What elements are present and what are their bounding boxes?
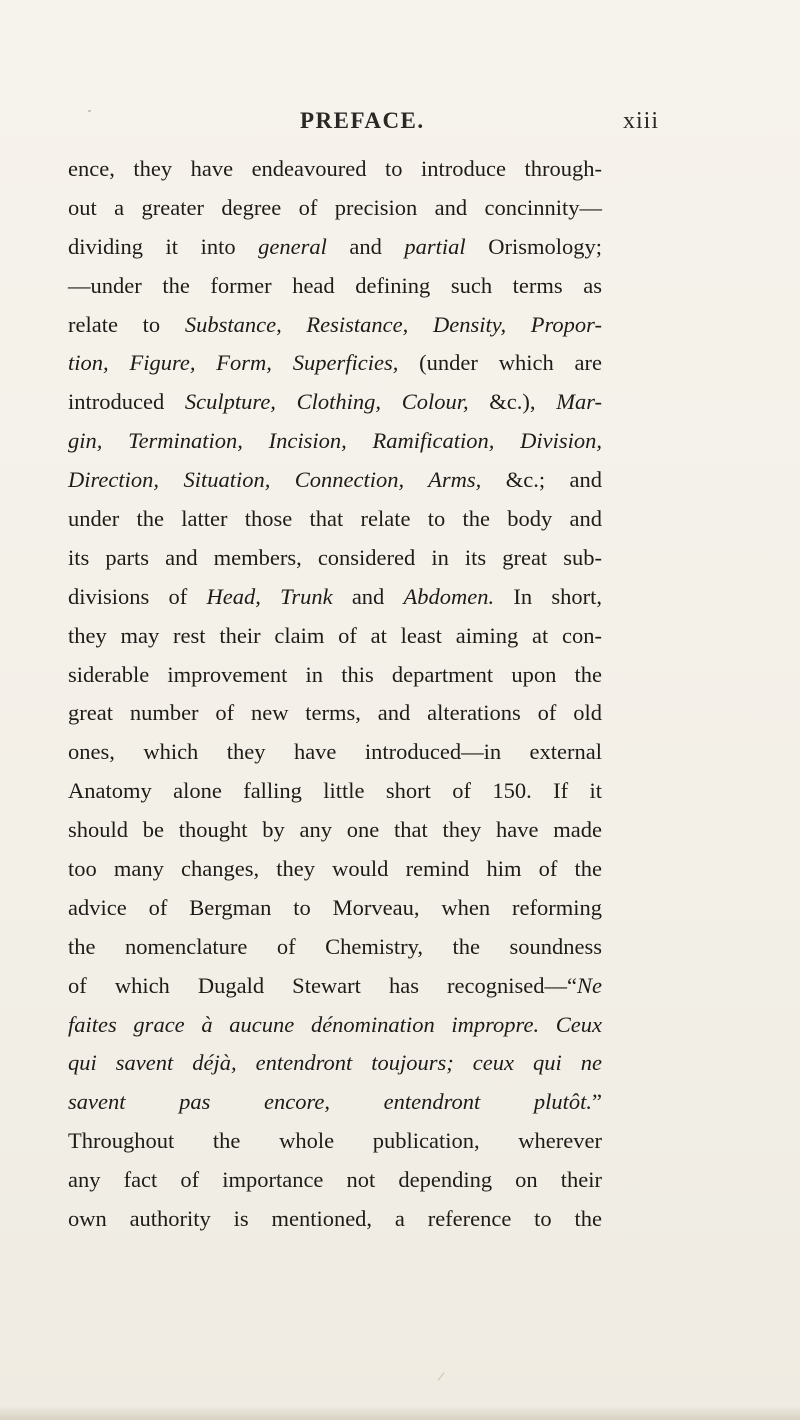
text-line <box>68 1006 602 1045</box>
text-line <box>68 811 602 850</box>
text-line <box>68 461 602 500</box>
italic-text-run: tion, Figure, Form, Superficies, <box>68 350 399 376</box>
text-run: too many changes, they would remind him of the <box>68 856 602 882</box>
text-run: they may rest their claim of at least aiming at con- <box>68 622 602 648</box>
text-run: introduced <box>68 389 185 415</box>
text-line <box>68 1044 602 1083</box>
text-run: should be thought by any one that they have made <box>68 817 602 843</box>
italic-text-run: Direction, Situation, Connection, Arms, <box>68 467 482 493</box>
italic-text-run: qui savent déjà, entendront toujours; ceux qui ne <box>68 1050 602 1076</box>
text-line <box>68 422 602 461</box>
italic-text-run: Sculpture, Clothing, Colour, <box>184 389 469 415</box>
italic-text-run: Abdomen. <box>403 583 495 609</box>
text-run: and <box>326 233 405 259</box>
italic-text-run: gin, Termination, Incision, Ramification, Division, <box>68 428 602 454</box>
text-run: of which Dugald Stewart has recognised—“ <box>68 972 577 998</box>
text-line <box>68 889 602 928</box>
text-line <box>68 267 602 306</box>
text-line <box>68 344 602 383</box>
text-run: own authority is mentioned, a reference to the <box>68 1206 602 1232</box>
text-run: out a greater degree of precision and concinnity— <box>68 194 602 220</box>
italic-text-run: Mar- <box>556 389 602 415</box>
text-line <box>68 733 602 772</box>
text-run: great number of new terms, and alterations of old <box>68 700 602 726</box>
text-line <box>68 189 602 228</box>
text-run: divisions of <box>68 583 207 609</box>
italic-text-run: partial <box>404 233 466 259</box>
text-run: Throughout the whole publication, wherever <box>68 1128 602 1154</box>
italic-text-run: Substance, Resistance, Density, Propor- <box>184 311 602 337</box>
page-header <box>0 108 800 138</box>
page-edge-shadow <box>0 1406 800 1420</box>
text-run: Orismology; <box>465 233 602 259</box>
text-line <box>68 150 602 189</box>
text-run: the nomenclature of Chemistry, the soundness <box>68 933 602 959</box>
text-run: dividing it into <box>68 233 259 259</box>
text-line <box>68 500 602 539</box>
text-line <box>68 1161 602 1200</box>
pencil-mark <box>438 1372 445 1380</box>
text-run: (under which are <box>398 350 602 376</box>
text-run: its parts and members, considered in its great sub- <box>68 544 602 570</box>
text-line <box>68 578 602 617</box>
text-line <box>68 967 602 1006</box>
text-run: ence, they have endeavoured to introduce through- <box>68 156 602 181</box>
italic-text-run: general <box>258 233 327 259</box>
text-run: &c.), <box>468 389 557 415</box>
text-line <box>68 928 602 967</box>
text-run: any fact of importance not depending on their <box>68 1167 602 1193</box>
text-run: &c.; and <box>481 467 602 493</box>
text-line <box>68 1122 602 1161</box>
text-line <box>68 772 602 811</box>
text-run: advice of Bergman to Morveau, when reforming <box>68 894 602 920</box>
text-run: ” <box>592 1089 602 1115</box>
text-line <box>68 617 602 656</box>
text-run: ones, which they have introduced—in external <box>68 739 602 765</box>
text-line <box>68 850 602 889</box>
running-head: PREFACE. <box>300 108 425 133</box>
text-run: and <box>332 583 404 609</box>
text-line <box>68 1200 602 1239</box>
italic-text-run: Ne <box>577 972 602 998</box>
text-line <box>68 228 602 267</box>
text-line <box>68 1083 602 1122</box>
text-run: siderable improvement in this department upon the <box>68 661 602 687</box>
text-run: —under the former head defining such terms as <box>68 272 602 298</box>
text-run: relate to <box>68 311 185 337</box>
text-run: In short, <box>494 583 602 609</box>
text-line <box>68 694 602 733</box>
body-text <box>68 150 602 1239</box>
text-line <box>68 306 602 345</box>
text-line <box>68 656 602 695</box>
italic-text-run: faites grace à aucune dénomination impropre. Ceux <box>68 1011 602 1037</box>
text-run: under the latter those that relate to the body and <box>68 506 602 532</box>
page-number: xiii <box>623 108 660 134</box>
italic-text-run: Head, Trunk <box>206 583 333 609</box>
italic-text-run: savent pas encore, entendront plutôt. <box>68 1089 592 1115</box>
text-line <box>68 383 602 422</box>
text-line <box>68 539 602 578</box>
text-run: Anatomy alone falling little short of 150. If it <box>68 778 602 804</box>
